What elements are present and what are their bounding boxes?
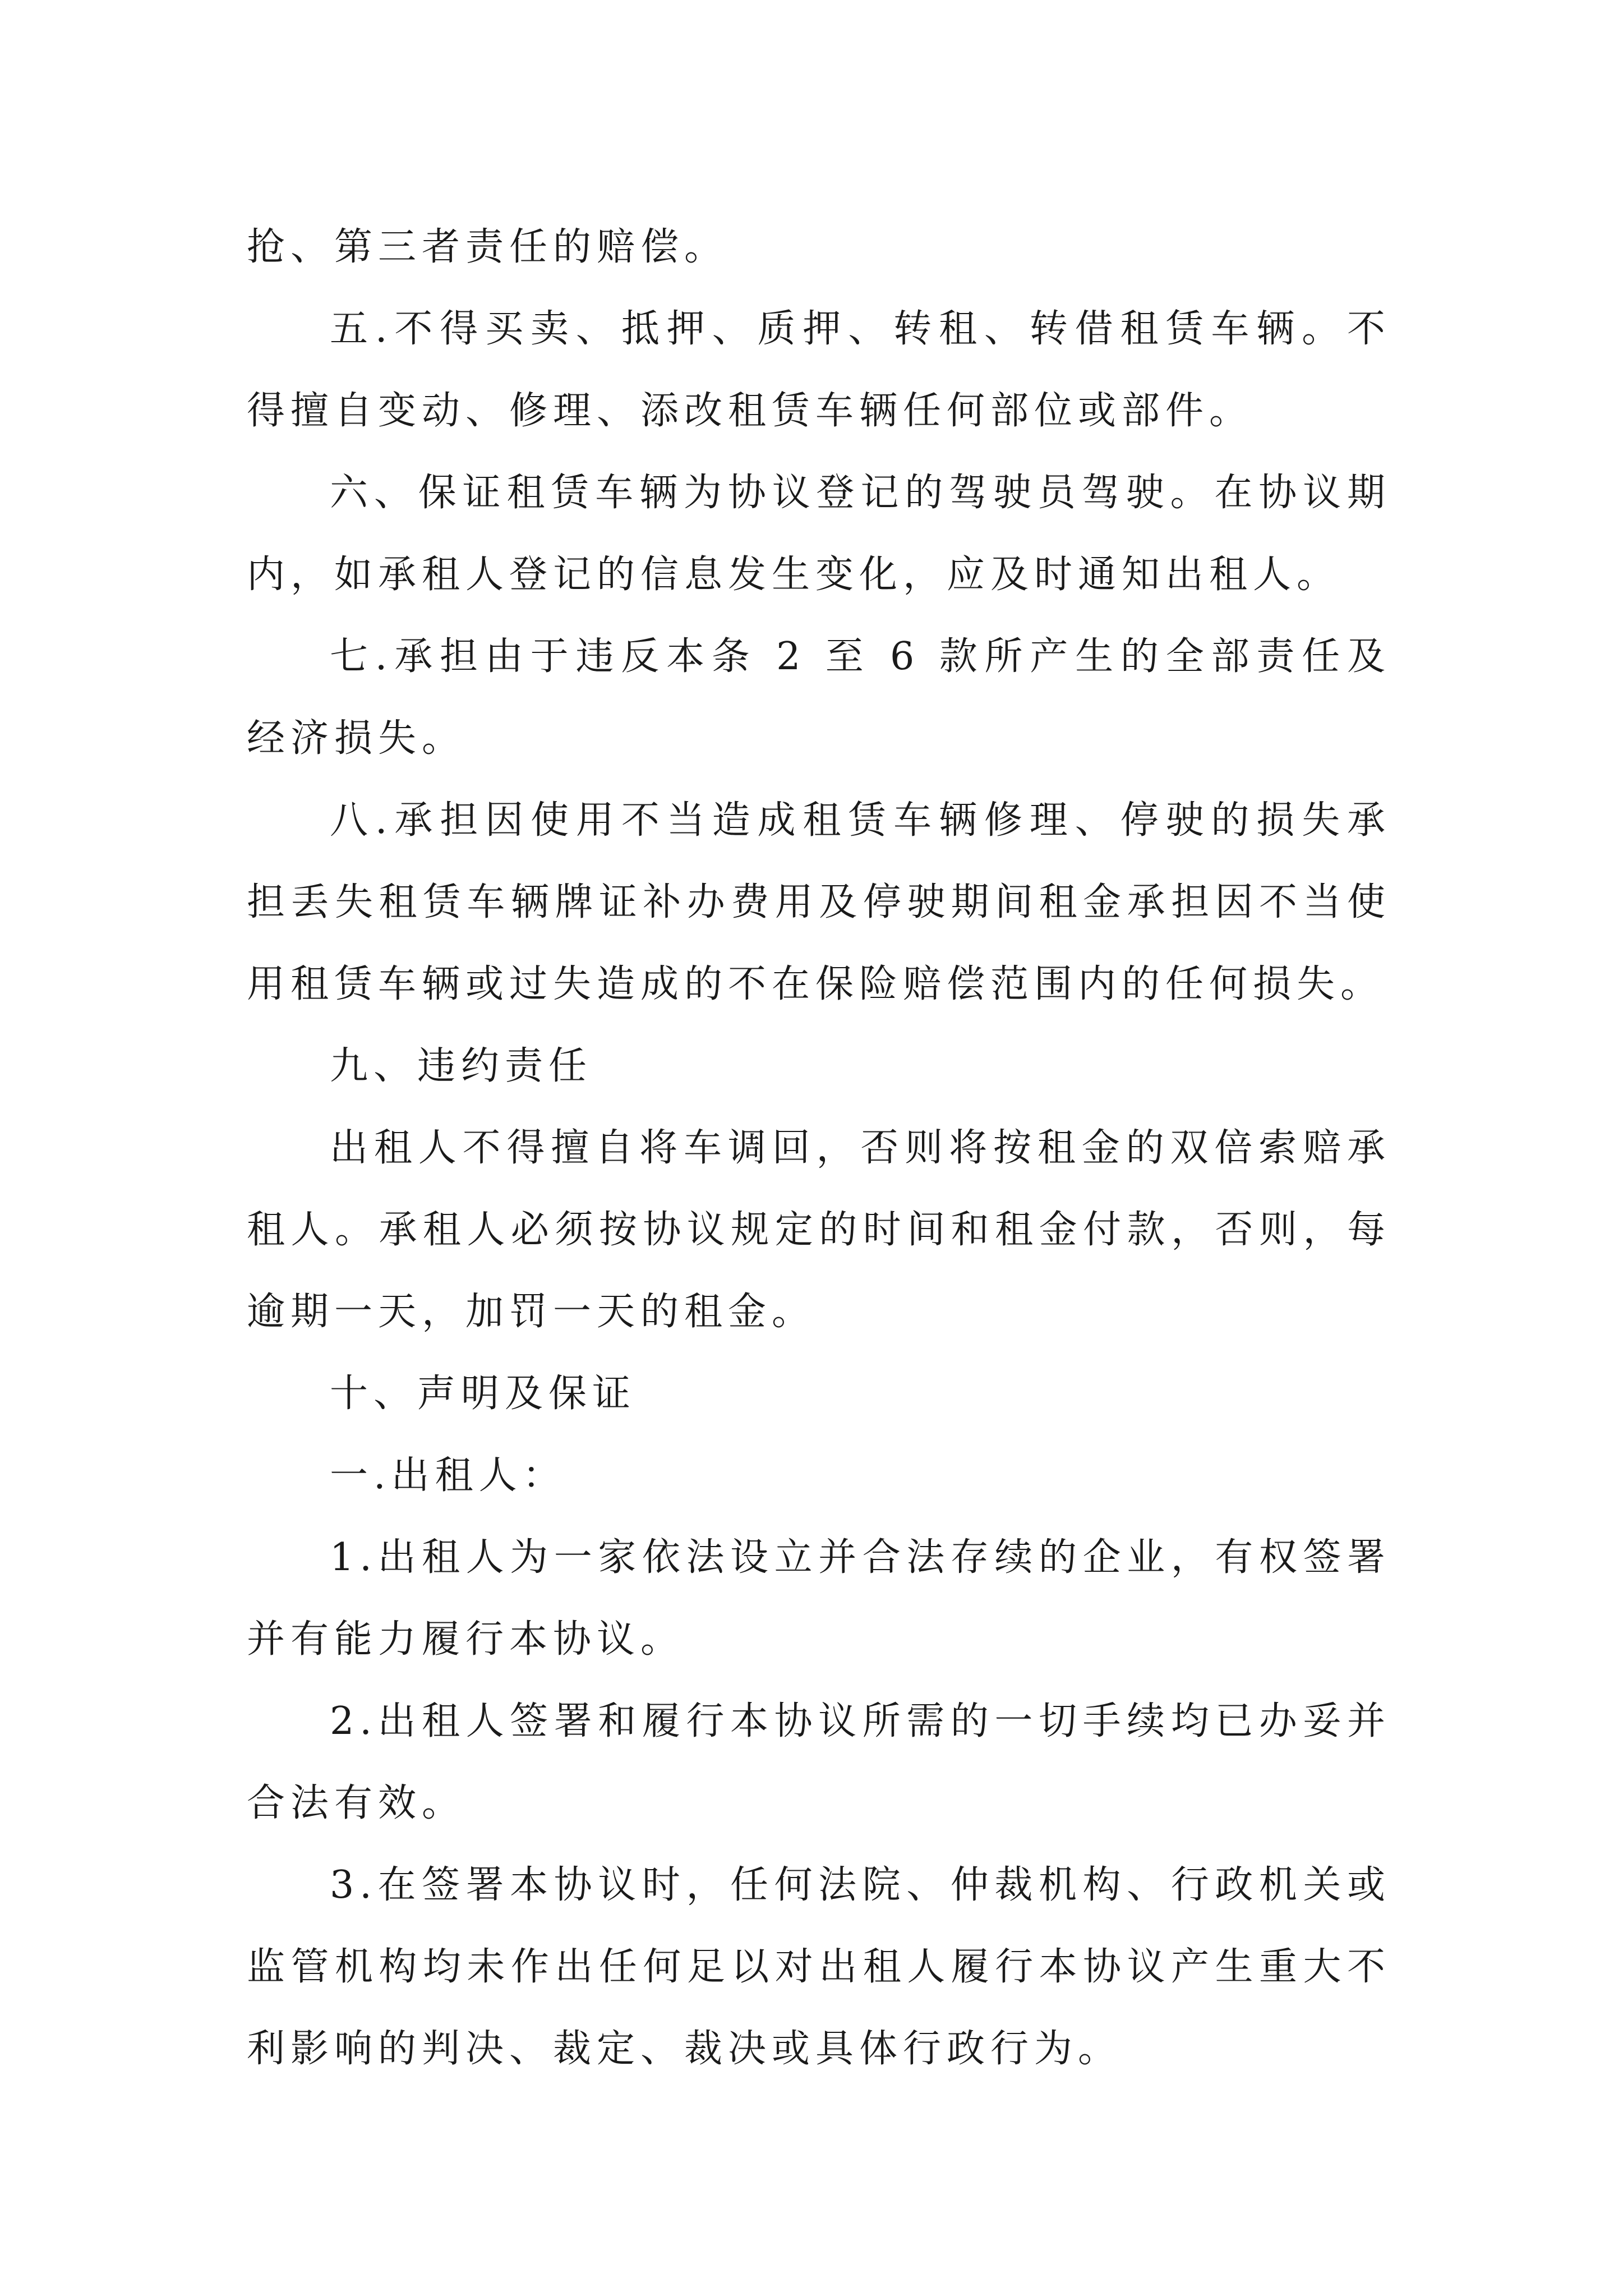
paragraph-breach-liability: 出租人不得擅自将车调回，否则将按租金的双倍索赔承租人。承租人必须按协议规定的时间和租金付款，否则，每逾期一天，加罚一天的租金。	[247, 1126, 1391, 1334]
subheading-lessor: 一.出租人：	[330, 1453, 566, 1498]
paragraph-clause-6: 六、保证租赁车辆为协议登记的驾驶员驾驶。在协议期内，如承租人登记的信息发生变化，应及时通知出租人。	[247, 471, 1391, 597]
paragraph-clause-5: 五.不得买卖、抵押、质押、转租、转借租赁车辆。不得擅自变动、修理、添改租赁车辆任何部位或部件。	[247, 307, 1391, 433]
paragraph-clause-7: 七.承担由于违反本条 2 至 6 款所产生的全部责任及经济损失。	[247, 634, 1391, 761]
paragraph-continuation: 抢、第三者责任的赔偿。	[247, 225, 728, 269]
section-heading-representations: 十、声明及保证	[330, 1372, 637, 1416]
paragraph-clause-8: 八.承担因使用不当造成租赁车辆修理、停驶的损失承担丢失租赁车辆牌证补办费用及停驶期间租金承担因不当使用租赁车辆或过失造成的不在保险赔偿范围内的任何损失。	[247, 798, 1391, 1006]
paragraph-item-3: 3.在签署本协议时，任何法院、仲裁机构、行政机关或监管机构均未作出任何足以对出租人履行本协议产生重大不利影响的判决、裁定、裁决或具体行政行为。	[247, 1863, 1391, 2071]
document-body	[247, 206, 1391, 2090]
section-heading-breach: 九、违约责任	[330, 1044, 593, 1088]
paragraph-item-2: 2.出租人签署和履行本协议所需的一切手续均已办妥并合法有效。	[247, 1699, 1391, 1825]
paragraph-item-1: 1.出租人为一家依法设立并合法存续的企业，有权签署并有能力履行本协议。	[247, 1535, 1391, 1662]
